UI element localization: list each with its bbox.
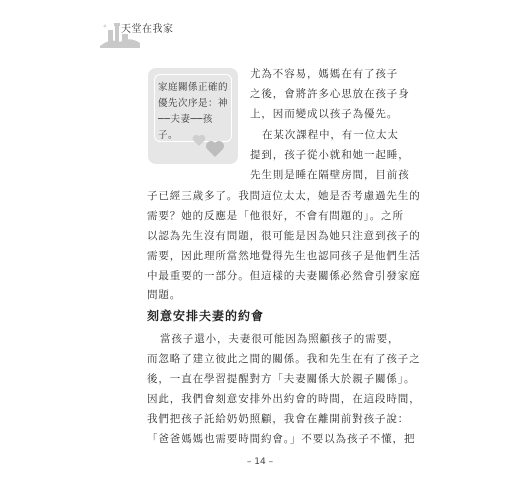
body-line: 而忽略了建立彼此之間的關係。我和先生在有了孩子之 (147, 353, 421, 365)
sidebar-callout (148, 68, 238, 164)
body-line: 上，因而變成以孩子為優先。 (250, 108, 399, 120)
body-line: 需要？她的反應是「他很好，不會有問題的」。之所 (147, 210, 404, 222)
body-line: 子已經三歲多了。我問這位太太，她是否考慮過先生的 (147, 190, 421, 202)
body-line: 尤為不容易，媽媽在有了孩子 (250, 68, 399, 80)
body-line: 我們把孩子託給奶奶照顧，我會在離開前對孩子說： (147, 413, 410, 425)
body-line: 問題。 (147, 289, 182, 301)
body-line: 以認為先生沒有問題，很可能是因為她只注意到孩子的 (147, 230, 421, 242)
page-number-value: 14 (254, 457, 266, 467)
body-line: 先生則是睡在隔壁房間，目前孩 (250, 169, 410, 181)
body-line: 提到，孩子從小就和她一起睡， (250, 149, 410, 161)
body-line: 在某次課程中，有一位太太 (262, 129, 399, 141)
body-line: 後，一直在學習提醒對方「夫妻關係大於親子關係」。 (147, 373, 416, 385)
body-line: 因此，我們會刻意安排外出約會的時間，在這段時間， (147, 393, 421, 405)
heart-icon (192, 134, 206, 147)
body-line: 「爸爸媽媽也需要時間約會。」不要以為孩子不懂，把 (147, 433, 416, 445)
body-line: 之後，會將許多心思放在孩子身 (250, 88, 410, 100)
page-number-dash: – (265, 457, 274, 467)
heart-icon (205, 140, 225, 158)
header-logo-text: 天堂在我家 (121, 24, 174, 35)
callout-text: 家庭關係正確的優先次序是：神──夫妻──孩子。 (158, 82, 229, 141)
page-number-dash: – (246, 457, 255, 467)
page-number (0, 457, 520, 467)
body-line: 當孩子還小，夫妻很可能因為照顧孩子的需要， (160, 333, 400, 345)
body-line: 中最重要的一部分。但這樣的夫妻關係必然會引發家庭 (147, 270, 421, 282)
section-heading: 刻意安排夫妻的約會 (147, 309, 265, 323)
body-line: 需要，因此理所當然地覺得先生也認同孩子是他們生活 (147, 250, 421, 262)
